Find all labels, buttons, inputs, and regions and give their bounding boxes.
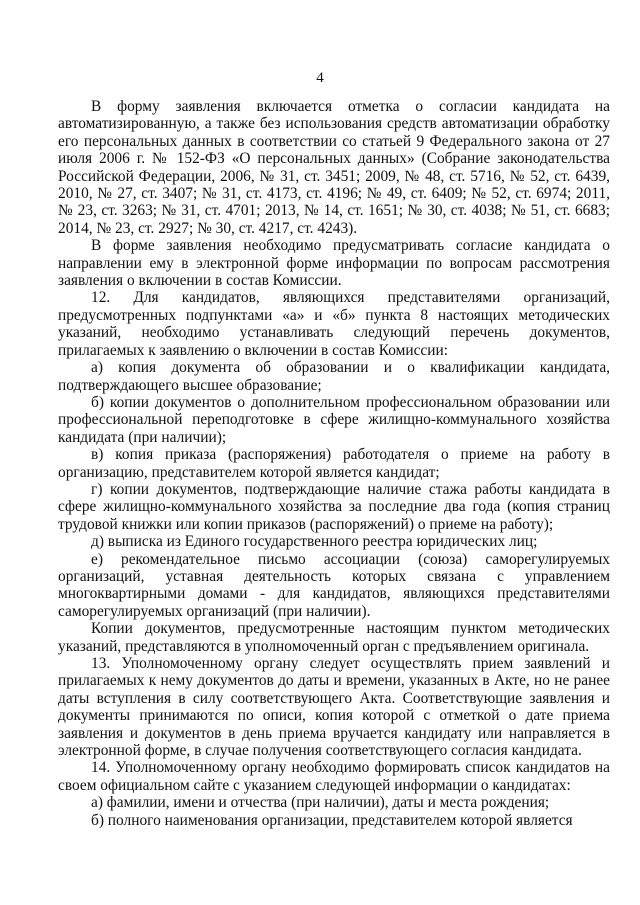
list-item-14-a: а) фамилии, имени и отчества (при наличии), даты и места рождения; bbox=[91, 794, 550, 812]
list-item-b: б) копии документов о дополнительном профессиональном образовании или профессиональной переподготовке в сфере жилищно-коммунального хозяйства кандидата (при наличии); bbox=[58, 393, 610, 446]
page-number: 4 bbox=[316, 70, 324, 86]
list-item-14-b: б) полного наименования организации, представителем которой является bbox=[91, 811, 573, 829]
body-text bbox=[58, 98, 610, 829]
paragraph-consent-electronic: В форме заявления необходимо предусматривать согласие кандидата о направлении ему в электронной форме информации по вопросам рассмотрения заявления о включении в состав Комиссии. bbox=[58, 237, 610, 290]
paragraph-consent-personal-data: В форму заявления включается отметка о согласии кандидата на автоматизированную, а также без использования средств автоматизации обработку его персональных данных в соответствии со статьей 9 Федерального закона от 27 июля 2006 г. № 152-ФЗ «О персональных данных» (Собрание законодательства Российской Федерации, 2006, № 31, ст. 3451; 2009, № 48, ст. 5716, № 52, ст. 6439, 2010, № 27, ст. 3407; № 31, ст. 4173, ст. 4196; № 49, ст. 6409; № 52, ст. 6974; 2011, № 23, ст. 3263; № 31, ст. 4701; 2013, № 14, ст. 1651; № 30, ст. 4038; № 51, ст. 6683; 2014, № 23, ст. 2927; № 30, ст. 4217, ст. 4243). bbox=[58, 98, 610, 237]
paragraph-14-intro: 14. Уполномоченному органу необходимо формировать список кандидатов на своем официальном сайте с указанием следующей информации о кандидатах: bbox=[58, 759, 610, 794]
paragraph-copies: Копии документов, предусмотренные настоящим пунктом методических указаний, представляются в уполномоченный орган с предъявлением оригинала. bbox=[58, 620, 610, 655]
list-item-e: е) рекомендательное письмо ассоциации (союза) саморегулируемых организаций, уставная деятельность которых связана с управлением многоквартирными домами - для кандидатов, являющихся представителями саморегулируемых организаций (при наличии). bbox=[58, 550, 610, 620]
list-item-d: д) выписка из Единого государственного реестра юридических лиц; bbox=[91, 533, 538, 551]
list-item-v: в) копия приказа (распоряжения) работодателя о приеме на работу в организацию, представителем которой является кандидат; bbox=[58, 446, 610, 481]
list-item-a: а) копия документа об образовании и о квалификации кандидата, подтверждающего высшее образование; bbox=[58, 359, 610, 394]
list-item-g: г) копии документов, подтверждающие наличие стажа работы кандидата в сфере жилищно-коммунального хозяйства за последние два года (копия страниц трудовой книжки или копии приказов (распоряжений) о приеме на работу); bbox=[58, 480, 610, 533]
paragraph-12-intro: 12. Для кандидатов, являющихся представителями организаций, предусмотренных подпунктами «а» и «б» пункта 8 настоящих методических указаний, необходимо устанавливать следующий перечень документов, прилагаемых к заявлению о включении в состав Комиссии: bbox=[58, 289, 610, 359]
paragraph-13: 13. Уполномоченному органу следует осуществлять прием заявлений и прилагаемых к нему документов до даты и времени, указанных в Акте, но не ранее даты вступления в силу соответствующего Акта. Соответствующие заявления и документы принимаются по описи, копия которой с отметкой о дате приема заявления и документов в день приема вручается кандидату или направляется в электронной форме, в случае получения соответствующего согласия кандидата. bbox=[58, 655, 610, 760]
